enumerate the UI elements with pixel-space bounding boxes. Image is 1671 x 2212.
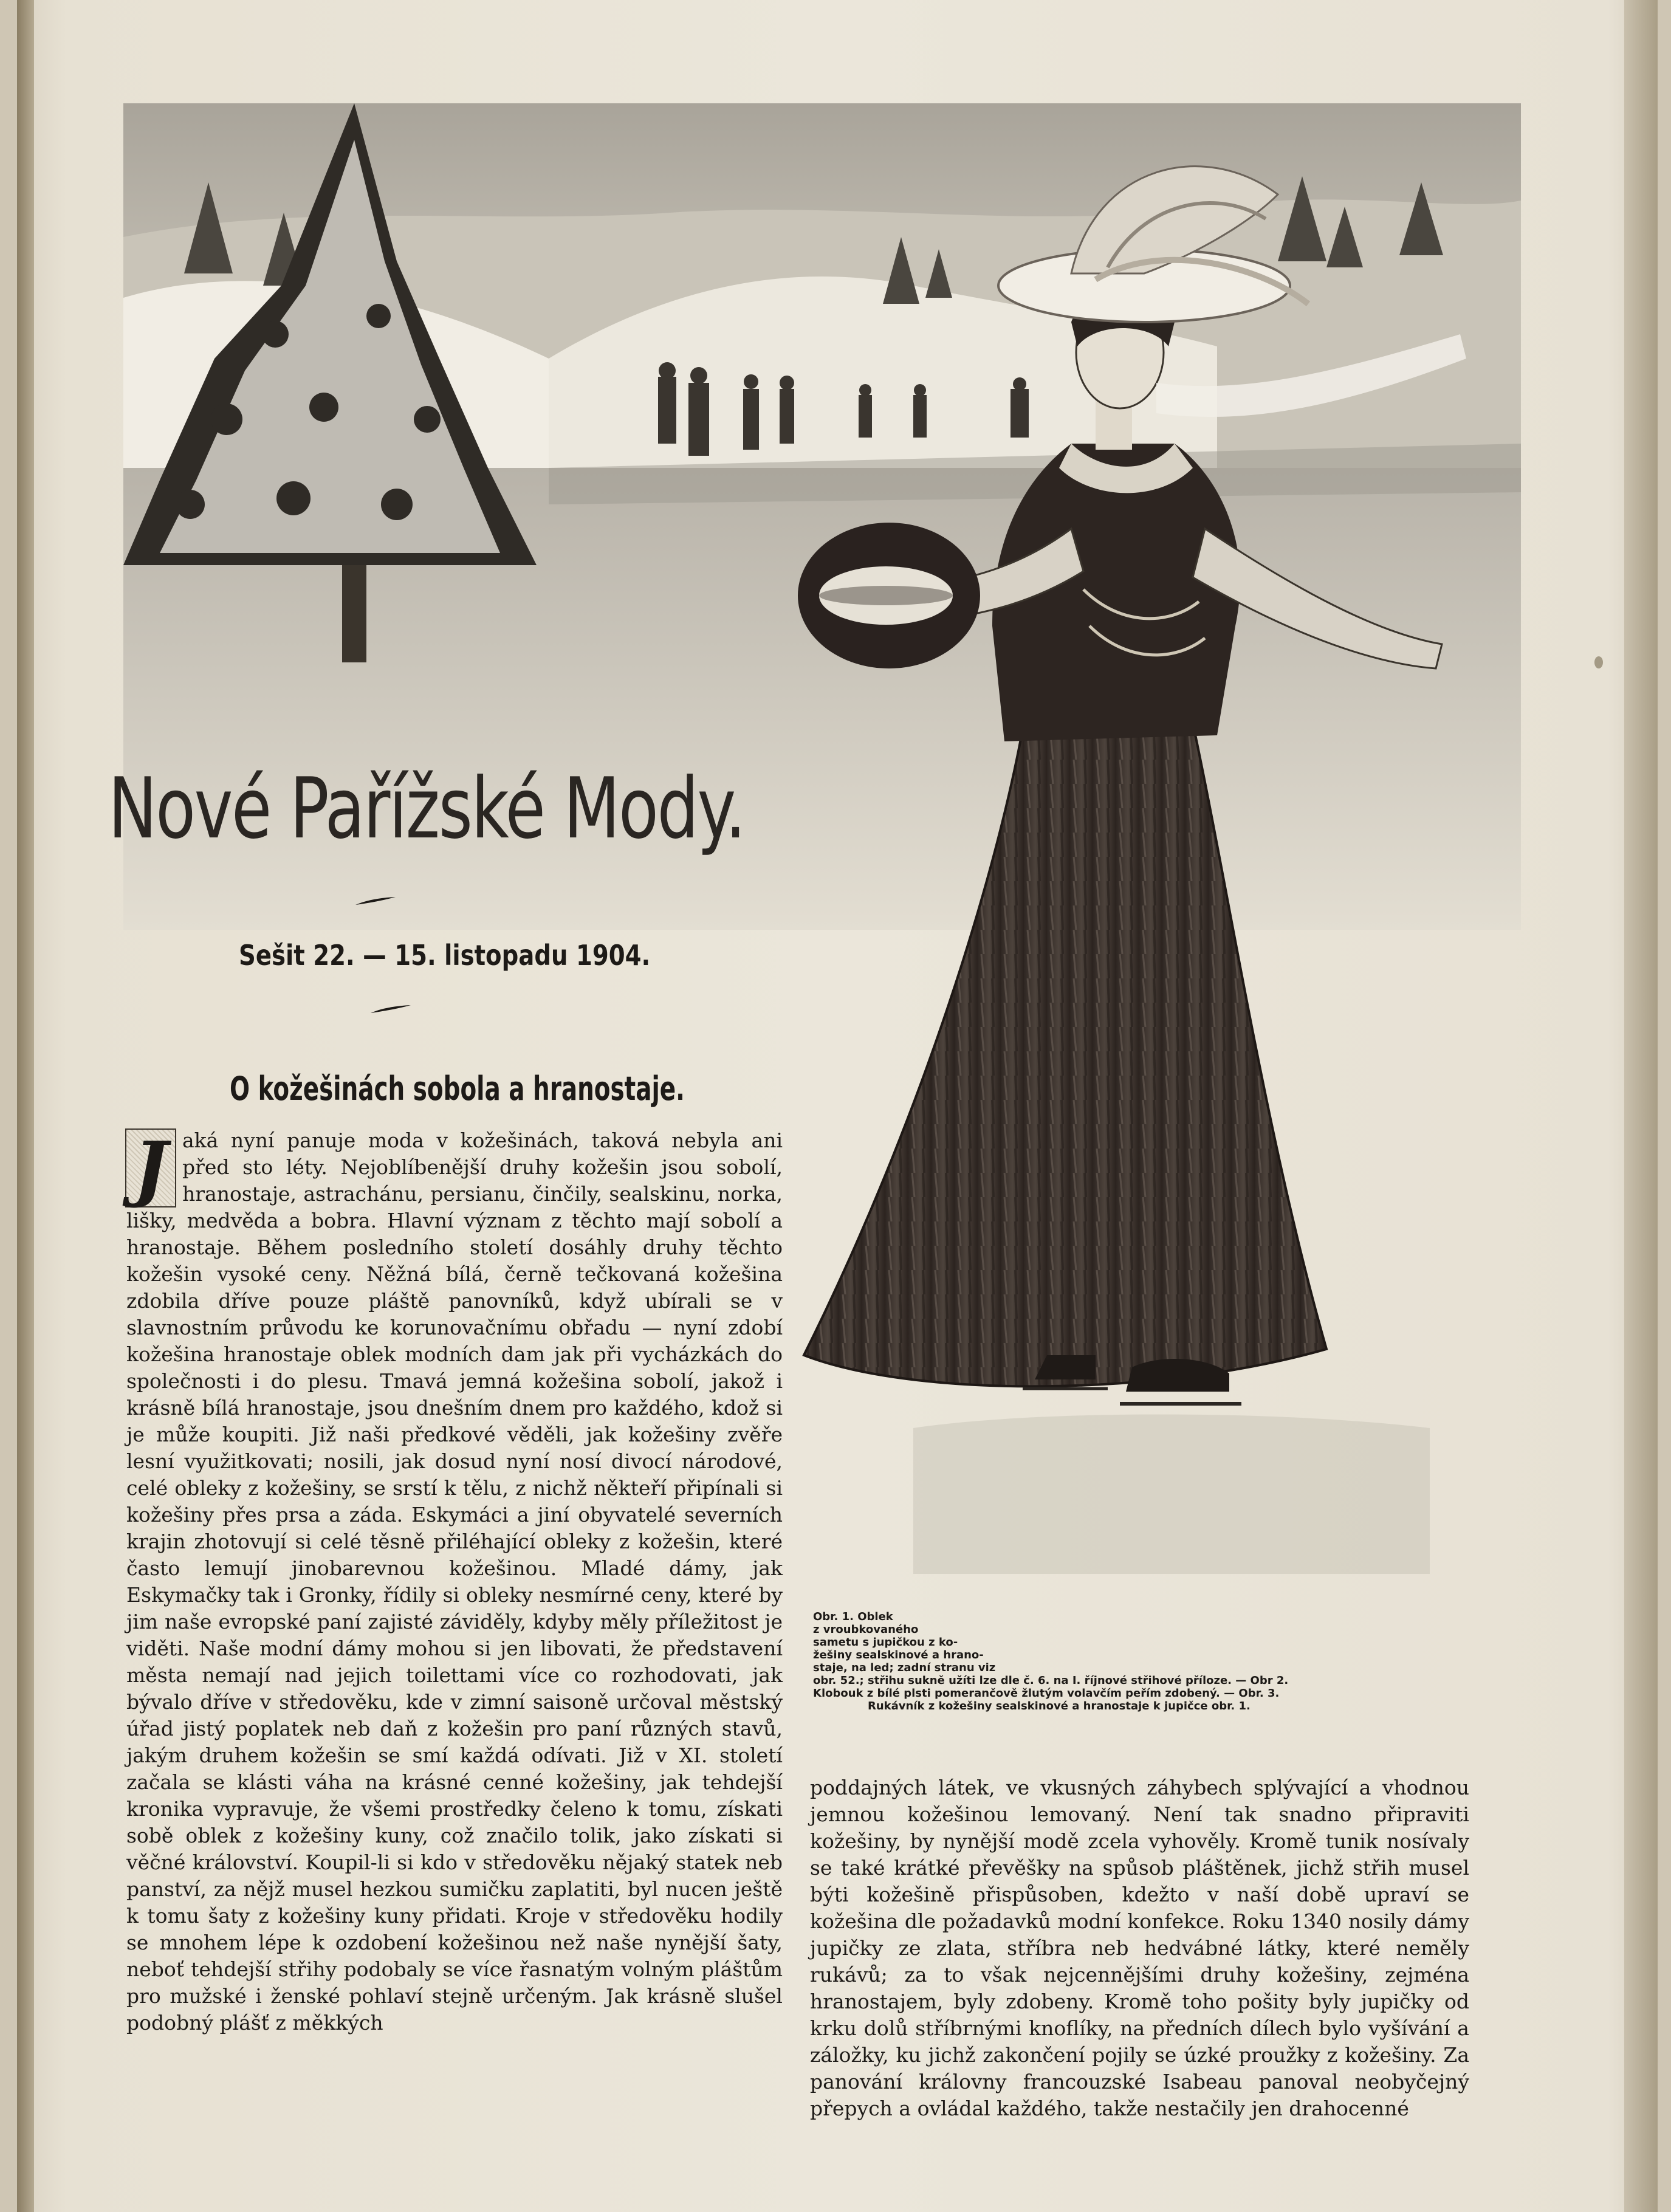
page-binding-edge	[17, 0, 34, 2212]
caption-line: staje, na led; zadní stranu viz	[813, 1661, 996, 1674]
paper-stain	[1594, 656, 1603, 668]
fur-muff	[798, 523, 980, 668]
caption-line: sametu s jupičkou z ko-	[813, 1636, 958, 1649]
article-column-left	[126, 1127, 783, 2036]
caption-line: obr. 52.; střihu sukně užíti lze dle č. 6. na I. říjnové střihové příloze. — Obr 2.	[813, 1674, 1289, 1687]
article-title: O kožešinách sobola a hranostaje.	[230, 1070, 685, 1108]
caption-line: Rukávník z kožešiny sealskinové a hranostaje k jupičce obr. 1.	[868, 1700, 1251, 1712]
article-body-right: poddajných látek, ve vkusných záhybech splývající a vhodnou jemnou kožešinou lemovaný. Není tak snadno připraviti kožešiny, by nynější modě zcela vyhověly. Kromě tunik nosívaly se také krátké převěšky na spůsob pláštěnek, jichž střih musel býti kožešině přispůsoben, kdežto v naší době upraví se kožešina dle požadavků modní konfekce. Roku 1340 nosily dámy jupičky ze zlata, stříbra neb hedvábné látky, které neměly rukávů; za to však nejcennějšími druhy kožešiny, zejména hranostajem, byly zdobeny. Kromě toho pošity byly jupičky od krku dolů stříbrnými knoflíky, na předních dílech bylo vyšívání a záložky, ku jichž zakončení pojily se úzké proužky z kožešiny. Za panování královny francouzské Isabeau panoval neobyčejný přepych a ovládal každého, takže nestačily jen drahocenné	[810, 1776, 1469, 2120]
caption-line: z vroubkovaného	[813, 1623, 919, 1636]
issue-date-line: Sešit 22. — 15. listopadu 1904.	[239, 939, 651, 972]
caption-line: žešiny sealskinové a hrano-	[813, 1649, 984, 1661]
article-body-left: aká nyní panuje moda v kožešinách, taková nebyla ani před sto léty. Nejoblíbenější druhy kožešin jsou sobolí, hranostaje, astrachánu, persianu, činčily, sealskinu, norka, lišky, medvěda a bobra. Hlavní význam z těchto mají sobolí a hranostaje. Během posledního století dosáhly druhy těchto kožešin vysoké ceny. Něžná bílá, černě tečkovaná kožešina zdobila dříve pouze pláště panovníků, když ubírali se v slavnostním průvodu ke korunovačnímu obřadu — nyní zdobí kožešina hranostaje oblek modních dam jak při vycházkách do společnosti i do plesu. Tmavá jemná kožešina sobolí, jakož i krásně bílá hranostaje, jsou dnešním dnem pro každého, kdož si je může koupiti. Již naši předkové věděli, jak kožešiny zvěře lesní využitkovati; nosili, jak dosud nyní nosí divocí národové, celé obleky z kožešiny, se srstí k tělu, z nichž někteří připínali si kožešiny přes prsa a záda. Eskymáci a jiní obyvatelé severních krajin zhotovují si celé těsně přiléhající obleky z kožešin, které často lemují jinobarevnou kožešinou. Mladé dámy, jak Eskymačky tak i Gronky, řídily si obleky nesmírné ceny, které by jim naše evropské paní zajisté záviděly, kdyby měly příležitost je viděti. Naše modní dámy mohou si jen libovati, že představení města nemají nad jejich toilettami více co rozhodovati, jak bývalo dříve v středověku, kde v zimní saisoně určoval městský úřad jistý poplatek neb daň z kožešin pro paní různých stavů, jakým druhem kožešin se smí každá odívati. Již v XI. století začala se klásti váha na krásné cenné kožešiny, jak tehdejší kronika vypravuje, že všemi prostředky čeleno k tomu, získati sobě oblek z kožešiny kuny, což značilo tolik, jako získati si věčné království. Koupil-li si kdo v středověku nějaký statek neb panství, za nějž musel hezkou sumičku zaplatiti, byl nucen ještě k tomu šaty z kožešiny kuny přidati. Kroje v středověku hodily se mnohem lépe k ozdobení kožešinou než naše nynější šaty, neboť tehdejší střihy podobaly se více řasnatým volným pláštům pro mužské i ženské pohlaví stejně určeným. Jak krásně slušel podobný plášť z měkkých	[126, 1128, 783, 2035]
masthead-title: Nové Pařížské Mody.	[108, 760, 745, 857]
page-right-edge	[1624, 0, 1658, 2212]
caption-line: Obr. 1. Oblek	[813, 1610, 893, 1623]
article-column-right	[810, 1774, 1469, 2122]
flourish-ornament	[369, 1005, 412, 1014]
drop-cap: J	[125, 1128, 176, 1207]
magazine-page	[17, 0, 1658, 2212]
figure-caption	[813, 1610, 1466, 1712]
flourish-ornament	[354, 896, 397, 906]
caption-line: Klobouk z bílé plsti pomerančově žlutým volavčím peřím zdobený. — Obr. 3.	[813, 1687, 1280, 1700]
